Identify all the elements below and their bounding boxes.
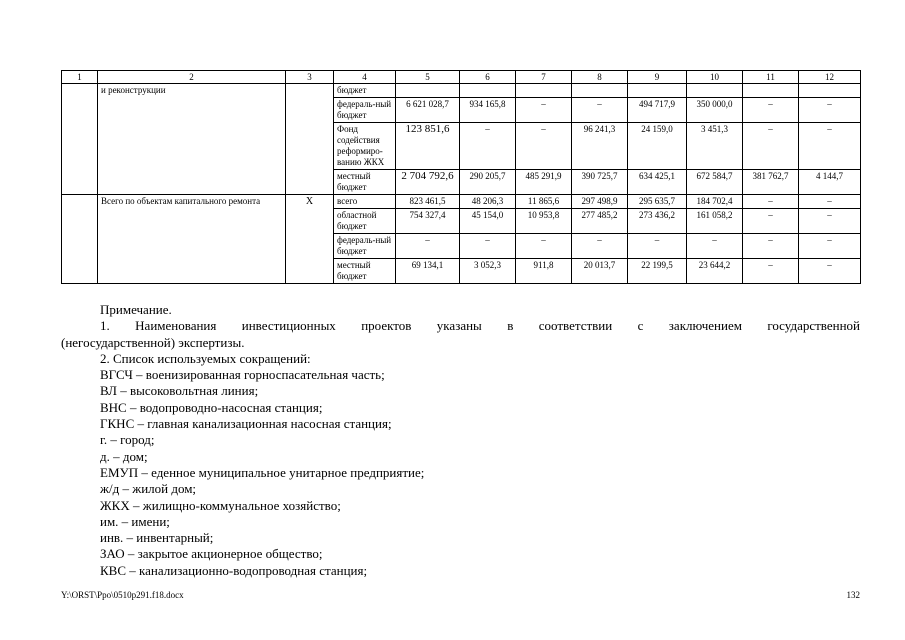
- value-cell: –: [743, 209, 799, 234]
- funding-source-cell: местный бюджет: [334, 170, 396, 195]
- value-cell: 390 725,7: [572, 170, 628, 195]
- header-cell: 8: [572, 71, 628, 84]
- value-cell: 290 205,7: [460, 170, 516, 195]
- value-cell: [799, 84, 861, 98]
- value-cell: 45 154,0: [460, 209, 516, 234]
- page-number: 132: [846, 590, 860, 600]
- value-cell: –: [799, 259, 861, 284]
- abbreviation-item: инв. – инвентарный;: [100, 530, 214, 546]
- header-cell: 4: [334, 71, 396, 84]
- value-cell: [628, 84, 687, 98]
- note-item-1-line-2: (негосударственной) экспертизы.: [61, 334, 245, 350]
- value-cell: 4 144,7: [799, 170, 861, 195]
- budget-table: [61, 70, 861, 284]
- value-cell: –: [743, 234, 799, 259]
- value-cell: –: [799, 123, 861, 170]
- value-cell: 273 436,2: [628, 209, 687, 234]
- value-cell: 381 762,7: [743, 170, 799, 195]
- row-number-cell: [62, 84, 98, 195]
- abbreviation-item: ВНС – водопроводно-насосная станция;: [100, 399, 323, 415]
- value-cell: [516, 84, 572, 98]
- table-header-row: [62, 71, 861, 84]
- funding-source-cell: местный бюджет: [334, 259, 396, 284]
- value-cell: –: [799, 98, 861, 123]
- abbreviation-item: ГКНС – главная канализационная насосная станция;: [100, 416, 392, 432]
- funding-source-cell: всего: [334, 195, 396, 209]
- abbreviation-item: ЗАО – закрытое акционерное общество;: [100, 546, 323, 562]
- value-cell: 823 461,5: [396, 195, 460, 209]
- value-cell: –: [743, 259, 799, 284]
- value-cell: –: [743, 98, 799, 123]
- value-cell: –: [460, 123, 516, 170]
- object-name-cell: Всего по объектам капитального ремонта: [98, 195, 286, 284]
- value-cell: 350 000,0: [687, 98, 743, 123]
- value-cell: 2 704 792,6: [396, 170, 460, 195]
- value-cell: –: [799, 209, 861, 234]
- value-cell: [743, 84, 799, 98]
- object-name-cell: и реконструкции: [98, 84, 286, 195]
- value-cell: 485 291,9: [516, 170, 572, 195]
- value-cell: 6 621 028,7: [396, 98, 460, 123]
- value-cell: 297 498,9: [572, 195, 628, 209]
- abbreviation-item: г. – город;: [100, 432, 155, 448]
- value-cell: –: [516, 123, 572, 170]
- header-cell: 7: [516, 71, 572, 84]
- funding-source-cell: бюджет: [334, 84, 396, 98]
- value-cell: –: [799, 234, 861, 259]
- funding-source-cell: областной бюджет: [334, 209, 396, 234]
- abbreviation-item: д. – дом;: [100, 448, 148, 464]
- value-cell: 277 485,2: [572, 209, 628, 234]
- header-cell: 1: [62, 71, 98, 84]
- value-cell: 24 159,0: [628, 123, 687, 170]
- value-cell: –: [799, 195, 861, 209]
- value-cell: 123 851,6: [396, 123, 460, 170]
- value-cell: 3 052,3: [460, 259, 516, 284]
- value-cell: –: [460, 234, 516, 259]
- value-cell: 634 425,1: [628, 170, 687, 195]
- notes-section: [61, 302, 860, 579]
- header-cell: 3: [286, 71, 334, 84]
- note-item-1-line-1: 1. Наименования инвестиционных проектов указаны в соответствии с заключением государственной: [100, 318, 860, 334]
- value-cell: 934 165,8: [460, 98, 516, 123]
- abbreviation-item: ж/д – жилой дом;: [100, 481, 197, 497]
- col3-cell: Х: [286, 195, 334, 284]
- value-cell: –: [628, 234, 687, 259]
- abbreviation-item: ЖКХ – жилищно-коммунальное хозяйство;: [100, 497, 341, 513]
- notes-title: Примечание.: [100, 302, 172, 317]
- value-cell: [687, 84, 743, 98]
- value-cell: 161 058,2: [687, 209, 743, 234]
- value-cell: [396, 84, 460, 98]
- value-cell: –: [743, 123, 799, 170]
- abbreviation-item: ВГСЧ – военизированная горноспасательная часть;: [100, 367, 385, 383]
- value-cell: –: [743, 195, 799, 209]
- value-cell: 96 241,3: [572, 123, 628, 170]
- value-cell: –: [687, 234, 743, 259]
- abbreviation-item: КВС – канализационно-водопроводная станция;: [100, 562, 368, 578]
- value-cell: 11 865,6: [516, 195, 572, 209]
- value-cell: –: [396, 234, 460, 259]
- page-footer: [61, 590, 860, 600]
- note-item-2: 2. Список используемых сокращений:: [100, 350, 311, 366]
- value-cell: 22 199,5: [628, 259, 687, 284]
- value-cell: –: [516, 234, 572, 259]
- value-cell: 494 717,9: [628, 98, 687, 123]
- header-cell: 10: [687, 71, 743, 84]
- row-number-cell: [62, 195, 98, 284]
- note-item-1: [61, 318, 860, 334]
- value-cell: 3 451,3: [687, 123, 743, 170]
- value-cell: 295 635,7: [628, 195, 687, 209]
- value-cell: –: [572, 98, 628, 123]
- table-row: [62, 195, 861, 209]
- header-cell: 9: [628, 71, 687, 84]
- value-cell: 911,8: [516, 259, 572, 284]
- funding-source-cell: федераль-ный бюджет: [334, 98, 396, 123]
- header-cell: 2: [98, 71, 286, 84]
- value-cell: –: [516, 98, 572, 123]
- header-cell: 12: [799, 71, 861, 84]
- abbreviation-item: им. – имени;: [100, 513, 170, 529]
- value-cell: 48 206,3: [460, 195, 516, 209]
- value-cell: –: [572, 234, 628, 259]
- col3-cell: [286, 84, 334, 195]
- abbreviation-item: ЕМУП – еденное муниципальное унитарное предприятие;: [100, 464, 425, 480]
- file-path: Y:\ORST\Ppo\0510p291.f18.docx: [61, 590, 184, 600]
- value-cell: 20 013,7: [572, 259, 628, 284]
- value-cell: 184 702,4: [687, 195, 743, 209]
- abbreviation-item: ВЛ – высоковольтная линия;: [100, 383, 259, 399]
- budget-table-body: [62, 71, 861, 284]
- value-cell: 754 327,4: [396, 209, 460, 234]
- value-cell: 672 584,7: [687, 170, 743, 195]
- funding-source-cell: Фонд содействия реформиро-ванию ЖКХ: [334, 123, 396, 170]
- value-cell: 23 644,2: [687, 259, 743, 284]
- header-cell: 6: [460, 71, 516, 84]
- value-cell: [572, 84, 628, 98]
- value-cell: 69 134,1: [396, 259, 460, 284]
- header-cell: 5: [396, 71, 460, 84]
- value-cell: 10 953,8: [516, 209, 572, 234]
- table-row: [62, 84, 861, 98]
- header-cell: 11: [743, 71, 799, 84]
- funding-source-cell: федераль-ный бюджет: [334, 234, 396, 259]
- value-cell: [460, 84, 516, 98]
